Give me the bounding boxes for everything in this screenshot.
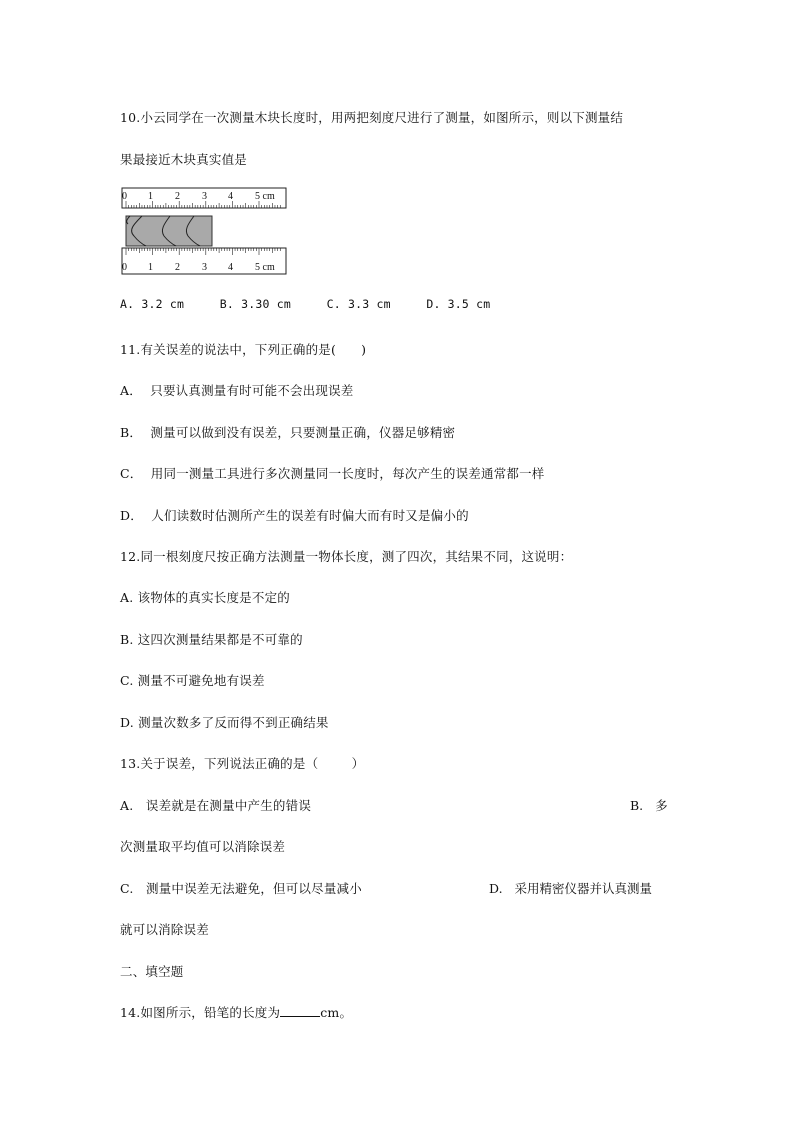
q12-option-d: D. 测量次数多了反而得不到正确结果 bbox=[120, 715, 329, 730]
q12-option-a: A. 该物体的真实长度是不定的 bbox=[120, 590, 290, 605]
q13-option-b-start: B. 多 bbox=[630, 798, 668, 813]
ruler-figure bbox=[120, 186, 290, 282]
two-rulers-diagram bbox=[120, 186, 290, 278]
bottom-ruler-label-4: 4 bbox=[228, 262, 233, 273]
section-title: 二、填空题 bbox=[120, 964, 184, 979]
top-ruler-label-0: 0 bbox=[122, 191, 127, 202]
top-ruler-label-3: 3 bbox=[202, 191, 207, 202]
bottom-ruler-label-5: 5 cm bbox=[255, 262, 275, 273]
top-ruler-label-5: 5 cm bbox=[255, 191, 275, 202]
q11-stem: 11.有关误差的说法中，下列正确的是( ) bbox=[120, 342, 367, 357]
q14-stem-before: 14.如图所示，铅笔的长度为 bbox=[120, 1005, 281, 1020]
q13-option-b-cont: 次测量取平均值可以消除误差 bbox=[120, 839, 286, 854]
q12-stem: 12.同一根刻度尺按正确方法测量一物体长度，测了四次，其结果不同，这说明： bbox=[120, 549, 573, 564]
q10-stem-line1: 10.小云同学在一次测量木块长度时，用两把刻度尺进行了测量，如图所示，则以下测量结 bbox=[120, 110, 624, 125]
q11-option-a: A． 只要认真测量有时可能不会出现误差 bbox=[120, 383, 354, 398]
q11-option-d: D． 人们读数时估测所产生的误差有时偏大而有时又是偏小的 bbox=[120, 508, 469, 523]
q13-stem: 13.关于误差，下列说法正确的是（ ） bbox=[120, 756, 365, 771]
q11-option-c: C． 用同一测量工具进行多次测量同一长度时，每次产生的误差通常都一样 bbox=[120, 466, 545, 481]
q11-option-b: B． 测量可以做到没有误差，只要测量正确，仪器足够精密 bbox=[120, 425, 456, 440]
top-ruler-label-2: 2 bbox=[175, 191, 180, 202]
q10-options: A. 3.2 cm B. 3.30 cm C. 3.3 cm D. 3.5 cm bbox=[120, 297, 491, 311]
q12-option-b: B. 这四次测量结果都是不可靠的 bbox=[120, 632, 303, 647]
q13-option-d-cont: 就可以消除误差 bbox=[120, 922, 209, 937]
q12-option-c: C. 测量不可避免地有误差 bbox=[120, 673, 265, 688]
q14-stem bbox=[120, 1003, 352, 1021]
q13-option-d-start: D. 采用精密仪器并认真测量 bbox=[489, 881, 652, 896]
bottom-ruler-label-1: 1 bbox=[148, 262, 153, 273]
q13-option-c: C. 测量中误差无法避免，但可以尽量减小 bbox=[120, 881, 362, 896]
q14-answer-blank bbox=[280, 1005, 320, 1017]
bottom-ruler-label-2: 2 bbox=[175, 262, 180, 273]
top-ruler-label-1: 1 bbox=[148, 191, 153, 202]
bottom-ruler-label-0: 0 bbox=[122, 262, 127, 273]
q10-stem-line2: 果最接近木块真实值是 bbox=[120, 152, 248, 167]
q14-stem-after: cm。 bbox=[320, 1005, 353, 1020]
bottom-ruler-label-3: 3 bbox=[202, 262, 207, 273]
top-ruler-label-4: 4 bbox=[228, 191, 233, 202]
q13-option-a: A. 误差就是在测量中产生的错误 bbox=[120, 798, 312, 813]
